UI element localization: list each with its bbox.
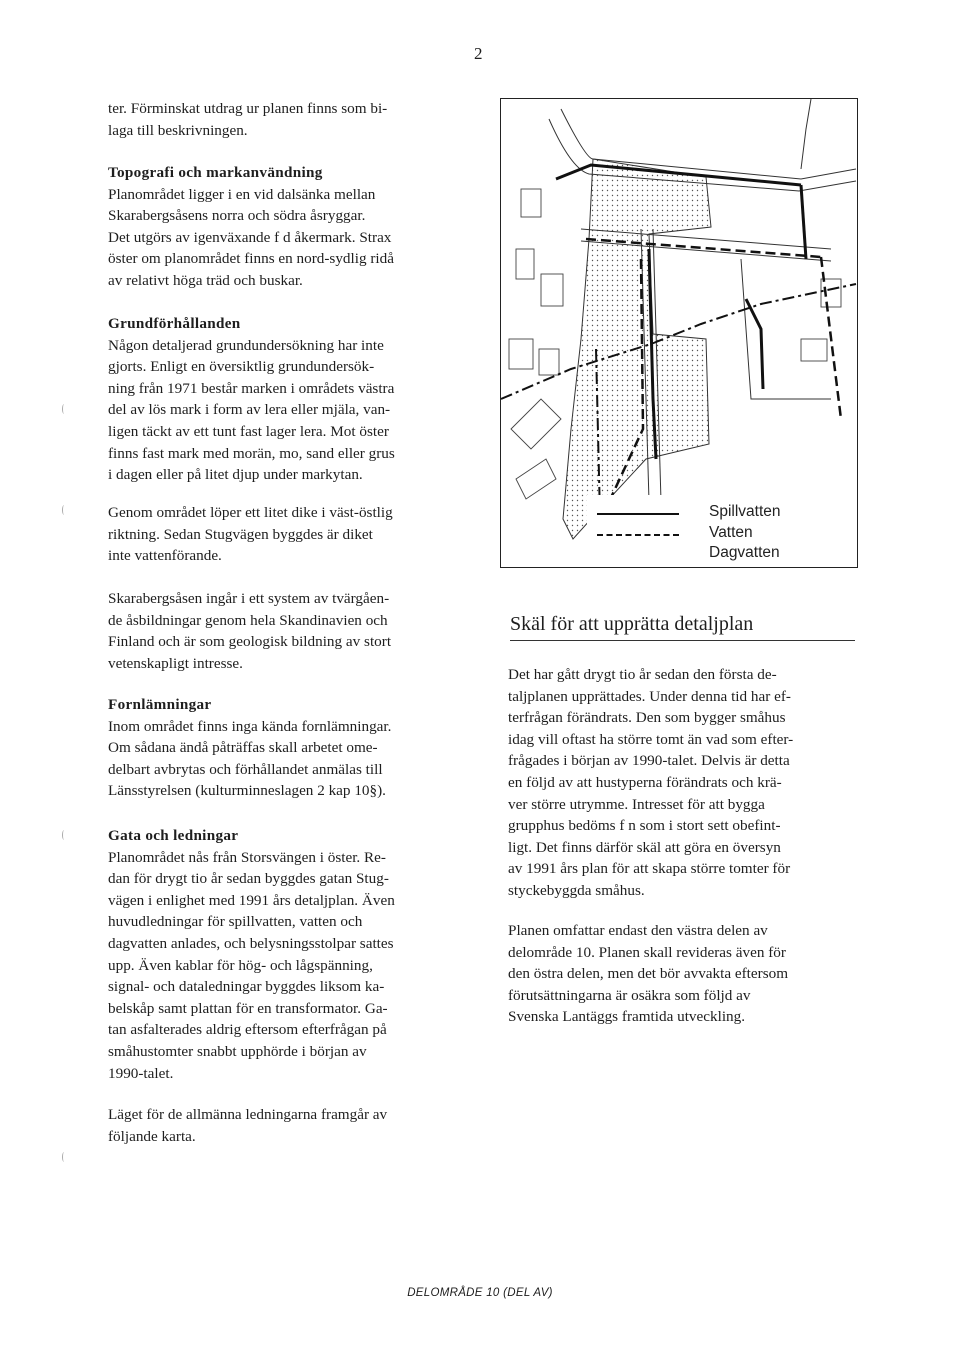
text-line: styckebyggda småhus. xyxy=(508,881,645,899)
text-line: Finland och är som geologisk bildning av stort xyxy=(108,633,392,651)
text-line: i dagen eller på litet djup under markytan. xyxy=(108,466,363,484)
section-heading: Grundförhållanden xyxy=(108,315,241,332)
text-line: delbart avbrytas och förhållandet anmälas till xyxy=(108,760,383,778)
text-line: av relativt höga träd och buskar. xyxy=(108,271,303,289)
text-line: ligt. Det finns därför skäl att göra en översyn xyxy=(508,838,781,856)
text-line: Planområdet ligger i en vid dalsänka mellan xyxy=(108,185,376,203)
text-line: huvudledningar för spillvatten, vatten och xyxy=(108,913,363,931)
section-heading-skal: Skäl för att upprätta detaljplan xyxy=(510,613,855,641)
scan-mark xyxy=(62,404,66,414)
utility-map xyxy=(500,98,858,568)
text-line: Det har gått drygt tio år sedan den första de- xyxy=(508,666,777,683)
section-gata-och-ledningar xyxy=(108,825,450,1084)
text-line: ver större utrymme. Intresset för att bygga xyxy=(508,795,765,813)
text-line: idag vill oftast ha större tomt än vad som efter- xyxy=(508,730,794,748)
text-line: laga till beskrivningen. xyxy=(108,121,248,139)
scan-mark xyxy=(62,505,66,515)
text-line: Läget för de allmänna ledningarna framgår av xyxy=(108,1106,388,1123)
text-line: finns fast mark med morän, mo, sand eller grus xyxy=(108,444,395,462)
text-line: de åsbildningar genom hela Skandinavien och xyxy=(108,611,388,629)
text-line: upp. Även kablar för hög- och lågspänning, xyxy=(108,956,373,974)
skal-paragraph-1 xyxy=(508,664,850,902)
text-line: den östra delen, men det bör avvakta eftersom xyxy=(508,965,789,983)
text-line: riktning. Sedan Stugvägen byggdes är diket xyxy=(108,525,373,543)
section-heading: Gata och ledningar xyxy=(108,827,239,844)
text-line: frågades i början av 1990-talet. Delvis är detta xyxy=(508,752,790,770)
text-line: dagvatten anlades, och belysningsstolpar sattes xyxy=(108,934,394,952)
section-heading: Topografi och markanvändning xyxy=(108,164,323,181)
solid-line-icon xyxy=(597,513,679,515)
text-line: terfrågan förändrats. Den som bygger småhus xyxy=(508,709,786,727)
page-number: 2 xyxy=(474,44,483,63)
text-line: förutsättningarna är osäkra som följd av xyxy=(508,986,751,1004)
laget-paragraph xyxy=(108,1104,450,1147)
text-line: Planen omfattar endast den västra delen av xyxy=(508,922,768,939)
text-line: taljplanen upprättades. Under denna tid har ef- xyxy=(508,687,791,705)
text-line: ter. Förminskat utdrag ur planen finns som bi- xyxy=(108,100,388,117)
text-line: dan för drygt tio år sedan byggdes gatan Stug- xyxy=(108,870,389,888)
section-topografi xyxy=(108,162,450,292)
text-line: belskåp samt plattan för en transformator. Ga- xyxy=(108,999,388,1017)
text-line: vägen i enlighet med 1991 års detaljplan. Även xyxy=(108,891,395,909)
page-footer: DELOMRÅDE 10 (DEL AV) xyxy=(407,1287,553,1299)
text-line: ning från 1971 består marken i områdets västra xyxy=(108,379,395,397)
skarabergsasen-paragraph xyxy=(108,588,450,674)
section-fornlamningar xyxy=(108,694,450,802)
text-line: grupphus bedöms f n som i stort sett obefint- xyxy=(508,817,781,835)
text-line: 1990-talet. xyxy=(108,1064,174,1082)
text-line: Skarabergsåsen ingår i ett system av tvärgåen- xyxy=(108,590,390,607)
text-line: Skarabergsåsens norra och södra åsryggar. xyxy=(108,207,366,225)
text-line: Någon detaljerad grundundersökning har inte xyxy=(108,336,384,354)
text-line: tan asfalterades aldrig eftersom efterfrågan på xyxy=(108,1021,387,1039)
map-drawing xyxy=(501,99,857,567)
text-line: inte vattenförande. xyxy=(108,547,222,565)
text-line: Svenska Lantäggs framtida utveckling. xyxy=(508,1008,746,1026)
text-line: Planområdet nås från Storsvängen i öster. Re- xyxy=(108,848,386,866)
text-line: Det utgörs av igenväxande f d åkermark. Strax xyxy=(108,228,392,246)
section-grundforhallanden xyxy=(108,313,450,486)
text-line: delområde 10. Planen skall revideras även för xyxy=(508,943,786,961)
legend-label: Vatten xyxy=(709,523,753,541)
dike-paragraph xyxy=(108,502,450,567)
text-line: Inom området finns inga kända fornlämningar. xyxy=(108,717,392,735)
legend-label: Dagvatten xyxy=(709,544,780,561)
legend-label: Spillvatten xyxy=(709,503,781,520)
text-line: del av lös mark i form av lera eller mjäla, van- xyxy=(108,401,391,419)
text-line: en följd av att hustyperna förändrats och krä- xyxy=(508,773,782,791)
text-line: signal- och dataledningar byggdes liksom ka- xyxy=(108,978,385,996)
text-line: Genom området löper ett litet dike i väst-östlig xyxy=(108,504,393,521)
scan-mark xyxy=(62,1152,66,1162)
section-heading: Fornlämningar xyxy=(108,696,212,713)
text-line: gjorts. Enligt en översiktlig grundundersök- xyxy=(108,358,375,376)
text-line: ligen täckt av ett tunt fast lager lera. Mot öster xyxy=(108,422,389,440)
dashed-line-icon xyxy=(597,534,679,536)
text-line: småhustomter snabbt upphörde i början av xyxy=(108,1042,367,1060)
text-line: Om sådana ändå påträffas skall arbetet ome- xyxy=(108,739,378,757)
text-line: följande karta. xyxy=(108,1127,196,1145)
text-line: vetenskapligt intresse. xyxy=(108,654,243,672)
text-line: av 1991 års plan för att skapa större tomter för xyxy=(508,860,791,878)
intro-paragraph xyxy=(108,98,450,141)
text-line: öster om planområdet finns en nord-sydlig ridå xyxy=(108,250,394,268)
text-line: Länsstyrelsen (kulturminneslagen 2 kap 10§). xyxy=(108,782,386,800)
skal-paragraph-2 xyxy=(508,920,850,1028)
scan-mark xyxy=(62,830,66,840)
